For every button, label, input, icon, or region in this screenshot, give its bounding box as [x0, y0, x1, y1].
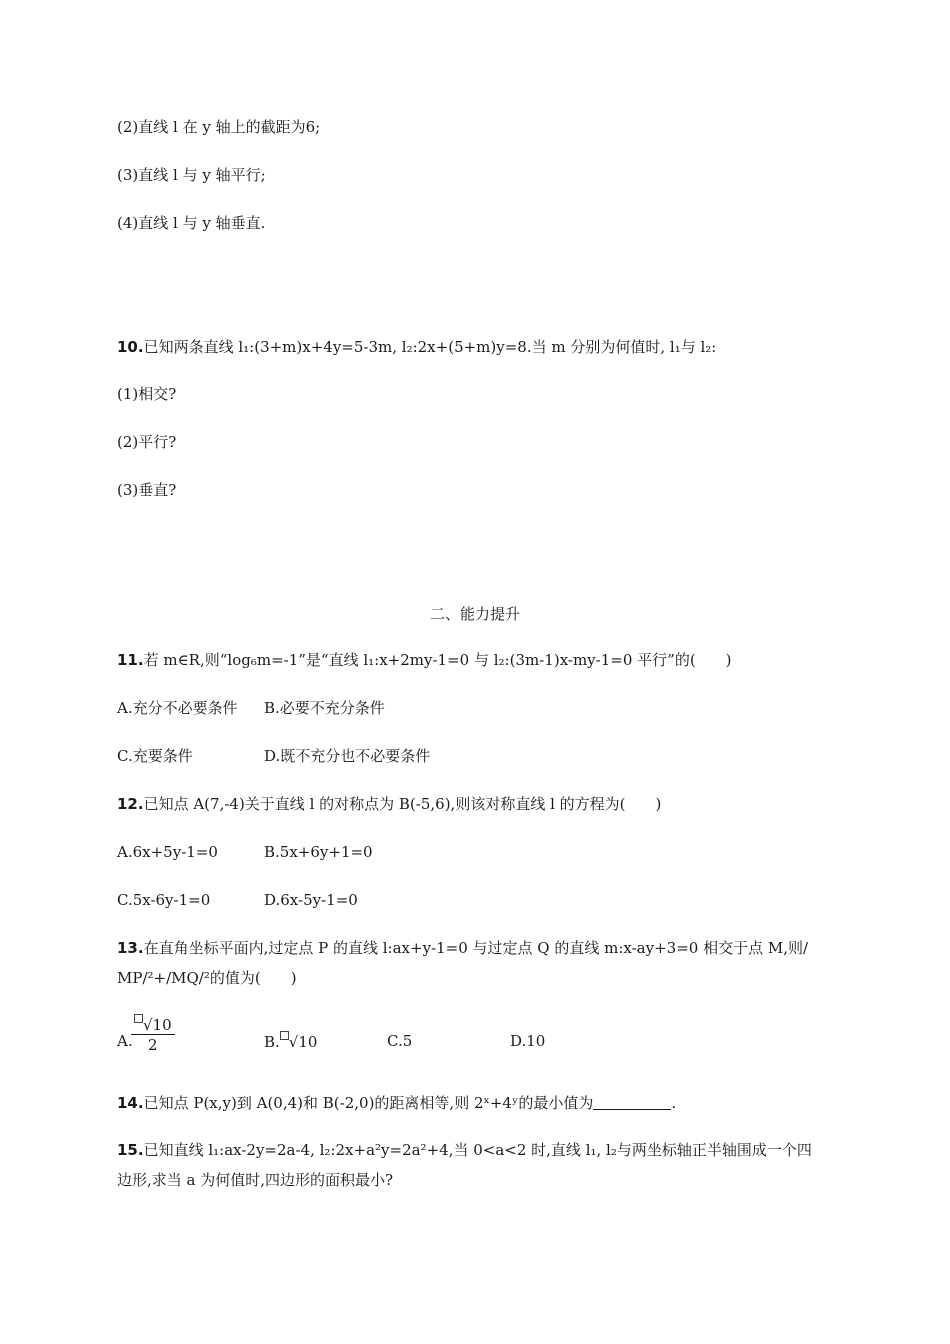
q13-option-a-numerator: √10 [131, 1014, 175, 1034]
q10-stem: 已知两条直线 l₁:(3+m)x+4y=5-3m, l₂:2x+(5+m)y=8.当 m 分别为何值时, l₁与 l₂: [143, 338, 717, 356]
q15-stem-1: 已知直线 l₁:ax-2y=2a-4, l₂:2x+a²y=2a²+4,当 0<a<2 时,直线 l₁, l₂与两坐标轴正半轴围成一个四 [143, 1141, 812, 1159]
placeholder-box-icon [134, 1014, 143, 1023]
q12-option-d: D.6x-5y-1=0 [264, 891, 358, 909]
q11-option-b: B.必要不充分条件 [264, 699, 385, 717]
q13-option-a-denominator: 2 [148, 1036, 158, 1054]
q11-number: 11. [117, 651, 144, 669]
q14-answer-blank[interactable] [593, 1095, 671, 1110]
q13-option-c: C.5 [387, 1032, 413, 1050]
q10-part-1: (1)相交? [117, 385, 177, 403]
q10-stem-line [117, 337, 716, 357]
q9-part-2: (2)直线 l 在 y 轴上的截距为6; [117, 118, 321, 136]
q13-stem-line-1 [117, 938, 808, 958]
q13-option-a-prefix: A. [117, 1032, 133, 1050]
q12-stem-line [117, 794, 661, 814]
q11-stem-line [117, 650, 732, 670]
q13-stem-line-2: MP/²+/MQ/²的值为( ) [117, 969, 297, 987]
q14-stem-line [117, 1093, 676, 1113]
q12-stem: 已知点 A(7,-4)关于直线 l 的对称点为 B(-5,6),则该对称直线 l 的方程为( ) [143, 795, 662, 813]
q14-stem-end: . [671, 1094, 677, 1112]
q13-stem-1: 在直角坐标平面内,过定点 P 的直线 l:ax+y-1=0 与过定点 Q 的直线 m:x-ay+3=0 相交于点 M,则/ [143, 939, 809, 957]
section-heading: 二、能力提升 [429, 605, 520, 623]
q10-number: 10. [117, 338, 144, 356]
q9-part-4: (4)直线 l 与 y 轴垂直. [117, 214, 266, 232]
q13-option-a-fraction [131, 1014, 175, 1055]
q13-number: 13. [117, 939, 144, 957]
q11-stem: 若 m∈R,则“log₆m=-1”是“直线 l₁:x+2my-1=0 与 l₂:(3m-1)x-my-1=0 平行”的( ) [143, 651, 732, 669]
q11-option-a: A.充分不必要条件 [117, 699, 238, 717]
q9-part-3: (3)直线 l 与 y 轴平行; [117, 166, 266, 184]
q12-option-c: C.5x-6y-1=0 [117, 891, 211, 909]
q13-option-b: B. √10 [264, 1033, 318, 1051]
q15-stem-line-1 [117, 1140, 812, 1160]
q10-part-3: (3)垂直? [117, 481, 177, 499]
q10-part-2: (2)平行? [117, 433, 177, 451]
placeholder-box-icon [280, 1031, 289, 1040]
q11-option-d: D.既不充分也不必要条件 [264, 747, 431, 765]
q15-stem-line-2: 边形,求当 a 为何值时,四边形的面积最小? [117, 1171, 394, 1189]
q12-number: 12. [117, 795, 144, 813]
q15-number: 15. [117, 1141, 144, 1159]
q14-number: 14. [117, 1094, 144, 1112]
q13-option-d: D.10 [510, 1032, 546, 1050]
q12-option-b: B.5x+6y+1=0 [264, 843, 373, 861]
q11-option-c: C.充要条件 [117, 747, 193, 765]
q12-option-a: A.6x+5y-1=0 [117, 843, 218, 861]
q14-stem: 已知点 P(x,y)到 A(0,4)和 B(-2,0)的距离相等,则 2ˣ+4ʸ的最小值为 [143, 1094, 594, 1112]
